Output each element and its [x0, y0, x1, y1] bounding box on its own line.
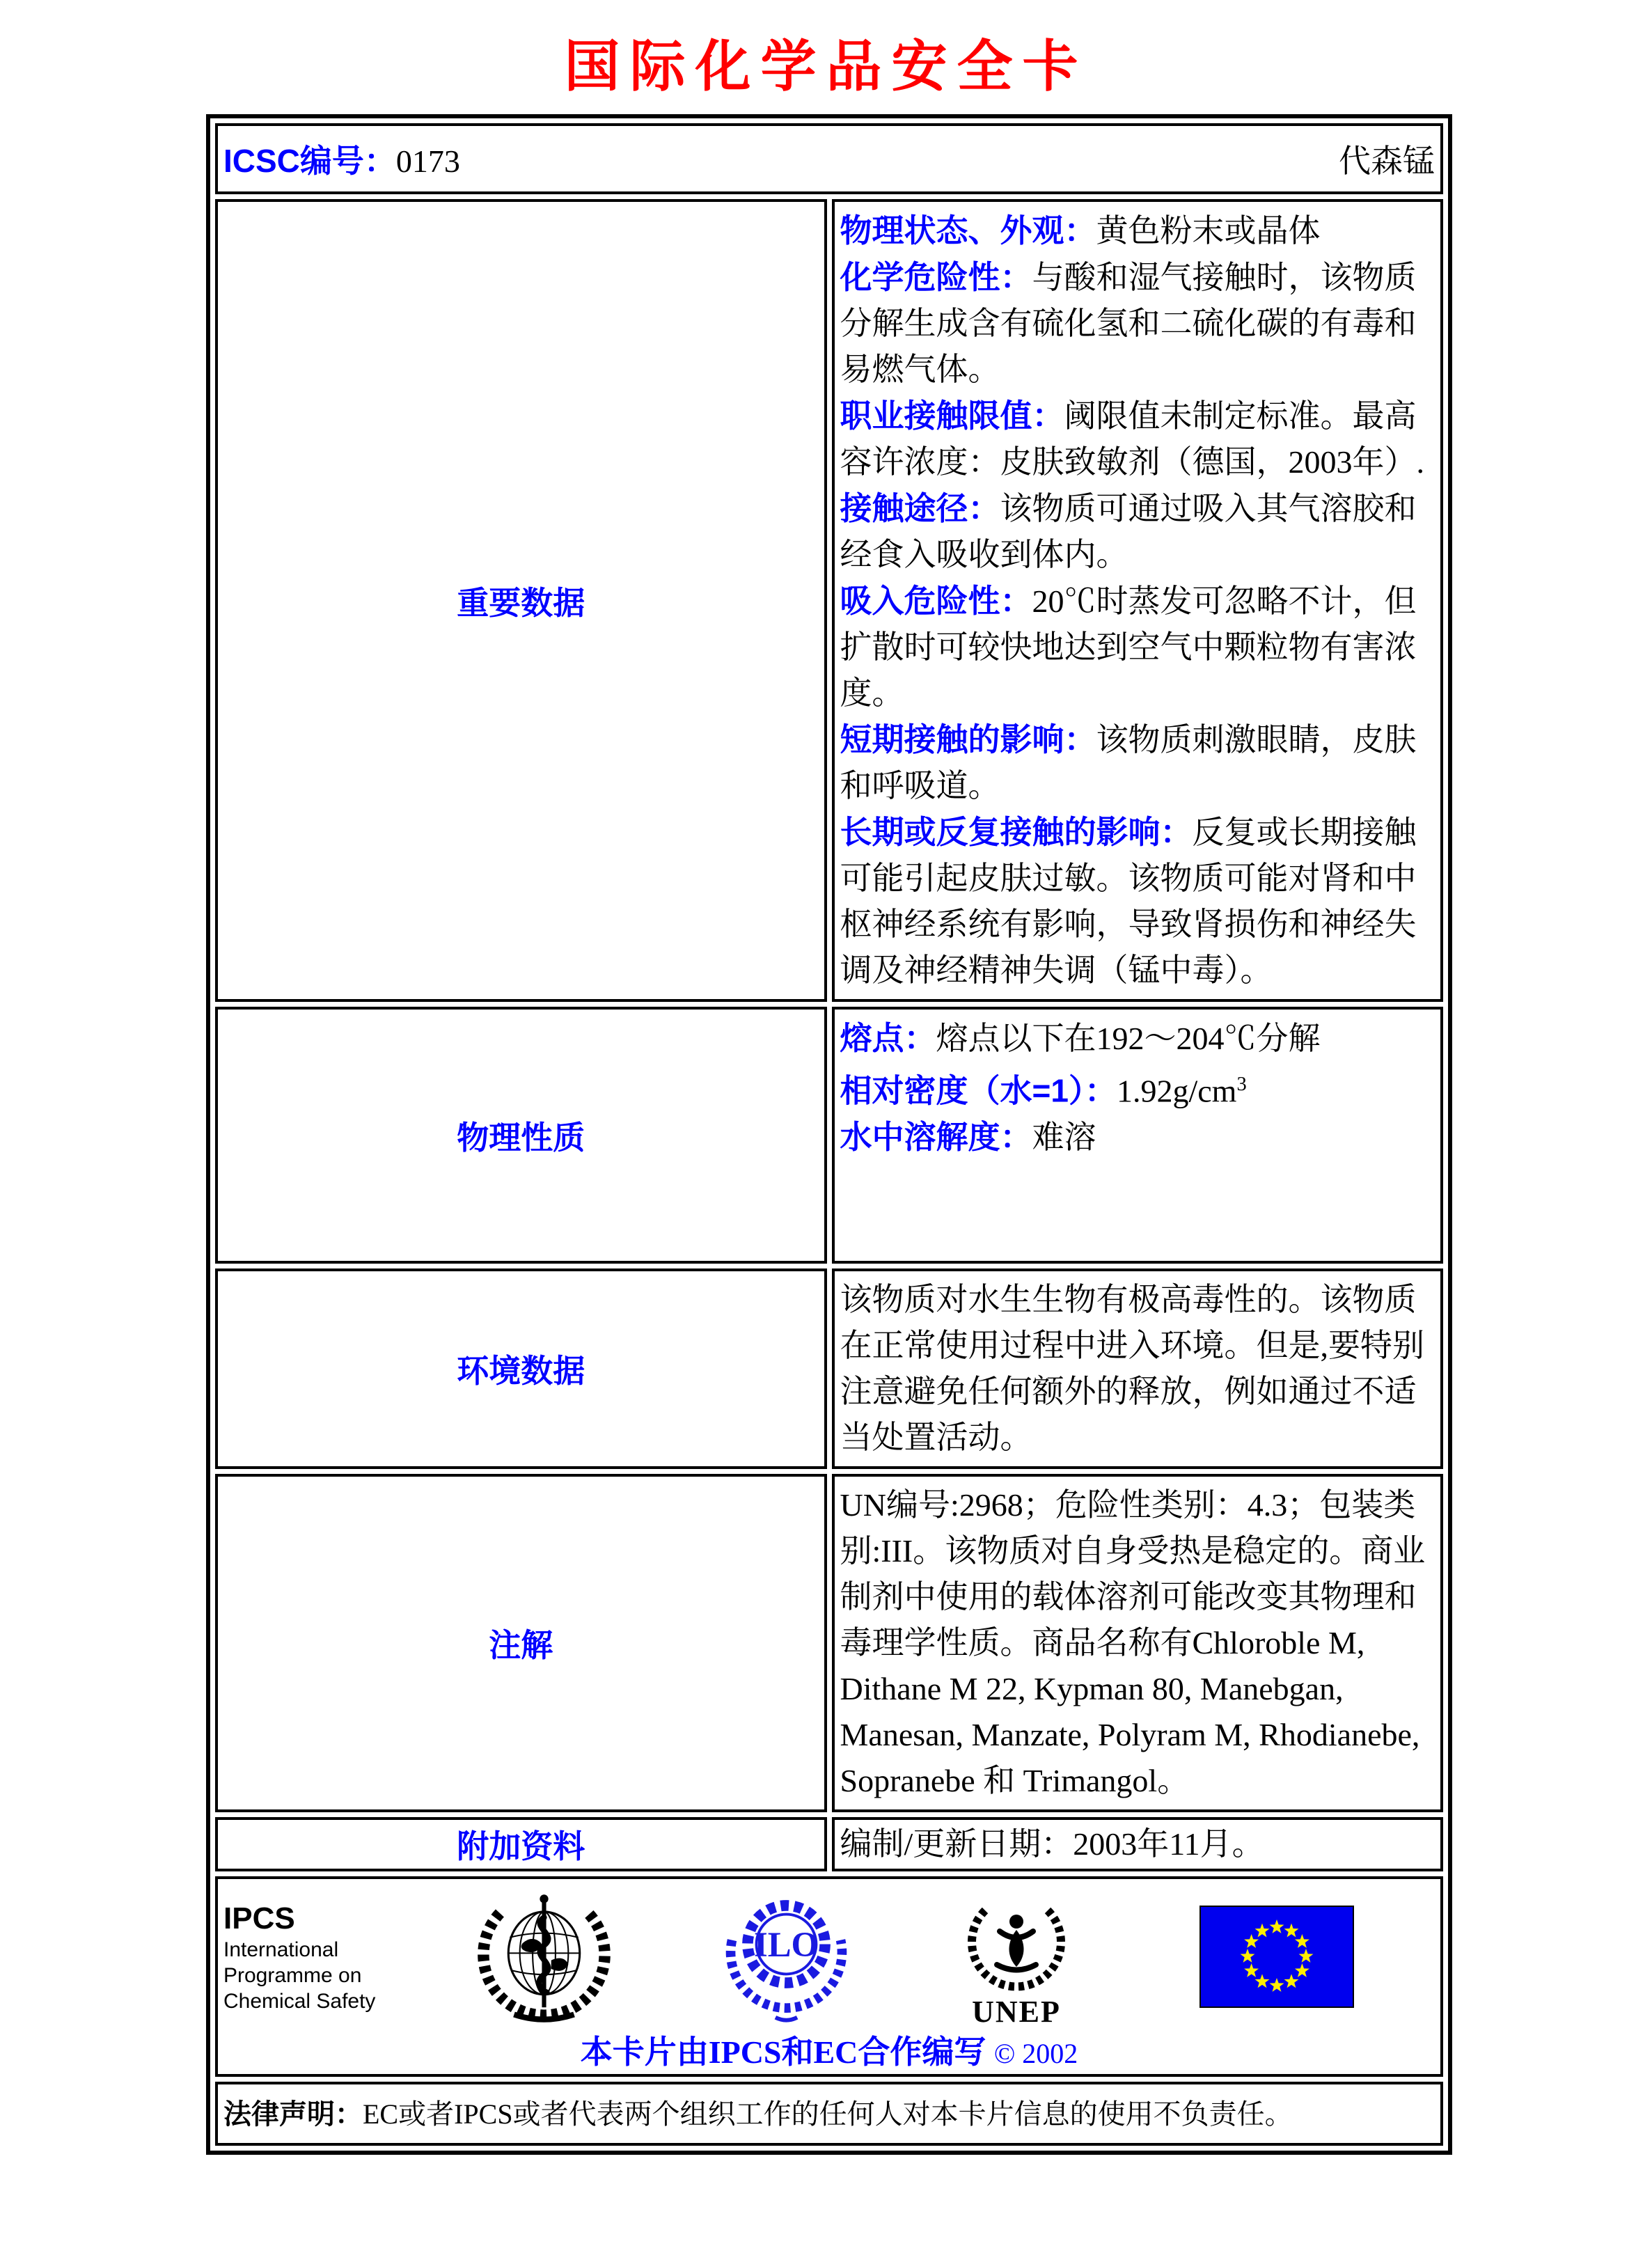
- legal-statement: [223, 2090, 1433, 2137]
- logos-row: [218, 1883, 1440, 2031]
- page: [0, 31, 1652, 2155]
- icsc-number-label: ICSC编号：: [223, 143, 396, 179]
- section-content-notes: [832, 1474, 1444, 1812]
- field-physical-state: 物理状态、外观：黄色粉末或晶体: [840, 212, 1321, 249]
- icsc-number-value: 0173: [395, 143, 460, 179]
- legal-text: EC或者IPCS或者代表两个组织工作的任何人对本卡片信息的使用不负责任。: [363, 2098, 1293, 2130]
- ipcs-name-line: Chemical Safety: [223, 1989, 376, 2013]
- page-title: 国际化学品安全卡: [564, 36, 1088, 97]
- ipcs-acronym: IPCS: [223, 1901, 295, 1935]
- unep-logo: [957, 1887, 1076, 1993]
- copyright: © 2002: [993, 2038, 1078, 2069]
- density-superscript: 3: [1236, 1074, 1247, 1095]
- card-header: [223, 126, 1435, 191]
- field-water-solubility: 水中溶解度：难溶: [840, 1119, 1096, 1156]
- notes-text: UN编号:2968；危险性类别：4.3；包装类别:III。该物质对自身受热是稳定的。商业制剂中使用的载体溶剂可能改变其物理和毒理学性质。商品名称有Chloroble M, Dithane M 22, Kypman 80, Manebgan, Manesan, Manzate, Polyram M, Rhodianebe, Sopranebe 和 Trimangol。: [840, 1487, 1426, 1798]
- ilo-logo: [718, 1883, 854, 2032]
- field-exposure-routes: 接触途径：该物质可通过吸入其气溶胶和经食入吸收到体内。: [840, 490, 1417, 572]
- row-environmental-data: [215, 1269, 1443, 1469]
- unep-block: [957, 1887, 1076, 2028]
- who-logo: [473, 1886, 615, 2029]
- legal-label: 法律声明：: [223, 2099, 363, 2130]
- header-row: [215, 123, 1443, 194]
- section-label-environmental-data: 环境数据: [215, 1269, 827, 1469]
- section-content-important-data: [832, 199, 1444, 1002]
- section-label-important-data: 重要数据: [215, 199, 827, 1002]
- icsc-number-group: [223, 136, 460, 182]
- section-content-physical-properties: [832, 1007, 1444, 1264]
- row-important-data: [215, 199, 1443, 1002]
- section-label-notes: 注解: [215, 1474, 827, 1812]
- field-occupational-limits: 职业接触限值：阈限值未制定标准。最高容许浓度：皮肤致敏剂（德国，2003年）.: [840, 398, 1424, 480]
- icsc-card-table: [206, 114, 1452, 2155]
- ipcs-name-line: Programme on: [223, 1963, 362, 1987]
- field-chemical-danger: 化学危险性：与酸和湿气接触时，该物质分解生成含有硫化氢和二硫化碳的有毒和易燃气体。: [840, 259, 1417, 387]
- footer-note-row: [218, 2035, 1440, 2071]
- ipcs-name-line: International: [223, 1938, 339, 1961]
- row-legal: [215, 2082, 1443, 2146]
- eu-flag-icon: [1199, 1906, 1354, 2009]
- environmental-text: 该物质对水生生物有极高毒性的。该物质在正常使用过程中进入环境。但是,要特别注意避免任何额外的释放，例如通过不适当处置活动。: [840, 1282, 1424, 1455]
- field-short-term-effects: 短期接触的影响：该物质刺激眼睛，皮肤和呼吸道。: [840, 721, 1417, 803]
- row-physical-properties: [215, 1007, 1443, 1264]
- field-long-term-effects: 长期或反复接触的影响：反复或长期接触可能引起皮肤过敏。该物质可能对肾和中枢神经系统有影响，导致肾损伤和神经失调及神经精神失调（锰中毒）。: [840, 814, 1417, 988]
- footer-note: 本卡片由IPCS和EC合作编写: [580, 2034, 986, 2070]
- ilo-wordmark: ILO: [754, 1924, 819, 1964]
- section-label-physical-properties: 物理性质: [215, 1007, 827, 1264]
- field-relative-density: 相对密度（水=1）：$1.92g/cm^3$: [840, 1072, 1247, 1109]
- unep-wordmark: UNEP: [972, 1994, 1061, 2029]
- section-label-additional-info: 附加资料: [215, 1817, 827, 1871]
- row-notes: [215, 1474, 1443, 1812]
- chemical-name: 代森锰: [1339, 143, 1435, 179]
- section-content-environmental-data: [832, 1269, 1444, 1469]
- additional-info-text: 编制/更新日期：2003年11月。: [840, 1826, 1264, 1862]
- section-content-additional-info: [832, 1817, 1444, 1871]
- field-inhalation-risk: 吸入危险性：20℃时蒸发可忽略不计，但扩散时可较快地达到空气中颗粒物有害浓度。: [840, 583, 1417, 711]
- row-organizations-footer: [215, 1876, 1443, 2077]
- field-melting-point: 熔点：熔点以下在192～204℃分解: [840, 1020, 1321, 1056]
- row-additional-info: [215, 1817, 1443, 1871]
- ipcs-block: [223, 1901, 384, 2014]
